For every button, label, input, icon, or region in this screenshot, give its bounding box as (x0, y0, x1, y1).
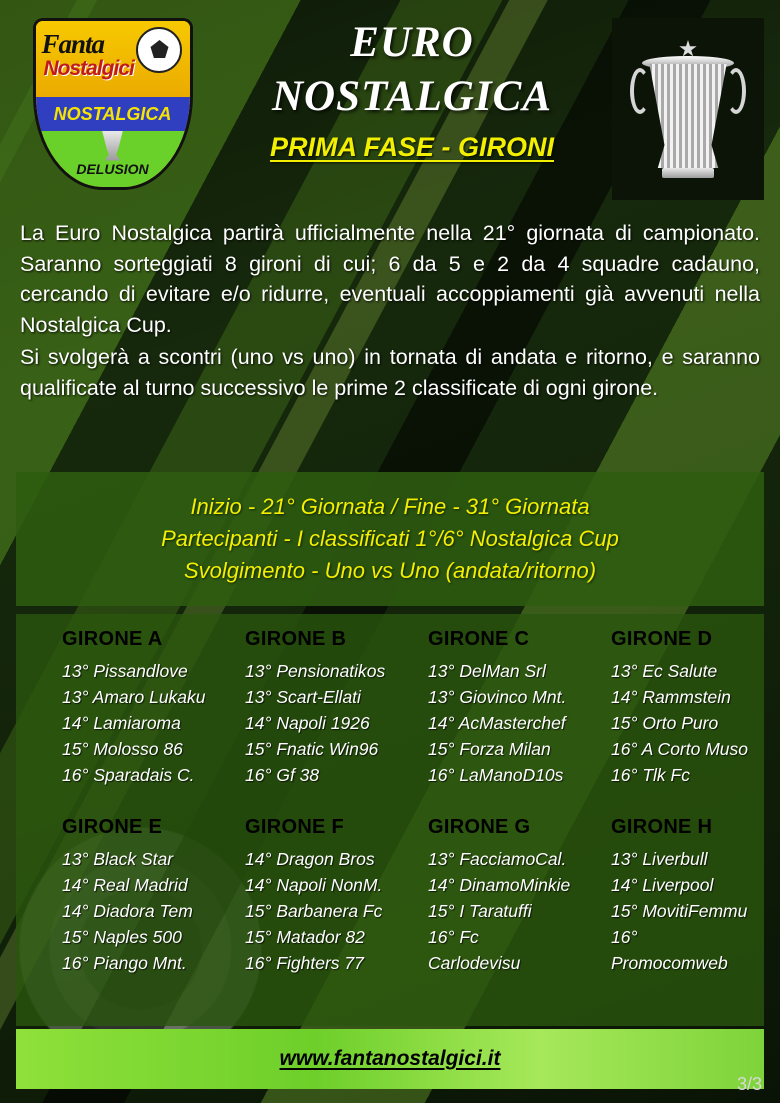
team-item: 15° MovitiFemmu (611, 901, 748, 922)
team-item: 15° Fnatic Win96 (245, 738, 379, 759)
intro-paragraph-1: La Euro Nostalgica partirà ufficialmente nella 21° giornata di campionato. Saranno sorteggiati 8 gironi di cui; 6 da 5 e 2 da 4 squadre cadauno, cercando di evitare e/o ridurre, eventuali accoppiamenti già avvenuti nella Nostalgica Cup. (20, 221, 760, 337)
team-item: 16° Sparadais C. (62, 764, 195, 785)
team-item: 14° Dragon Bros (245, 849, 375, 870)
team-item: 15° Matador 82 (245, 927, 365, 948)
team-item: 14° Napoli 1926 (245, 712, 370, 733)
title-line-1: EURO (350, 19, 474, 66)
team-item: 13° Ec Salute (611, 661, 718, 681)
team-item: 13° Pissandlove (62, 661, 188, 681)
team-item: 16° Gf 38 (245, 764, 320, 785)
team-item: 14° Real Madrid (62, 875, 188, 896)
intro-text (16, 212, 764, 403)
team-item: 15° Barbanera Fc (245, 901, 383, 922)
trophy-handle-right (726, 68, 746, 114)
intro-paragraph-2: Si svolgerà a scontri (uno vs uno) in tornata di andata e ritorno, e saranno qualificate al turno successivo le prime 2 classificate di ogni girone. (20, 345, 760, 400)
team-item: 16° A Corto Muso (611, 738, 749, 759)
group-title: GIRONE A (62, 628, 163, 650)
group-title: GIRONE D (611, 628, 713, 650)
groups-row-top (24, 628, 756, 788)
poster-header (16, 14, 764, 202)
team-item: 16° Piango Mnt. (62, 953, 187, 974)
footer-bar (16, 1029, 764, 1089)
subtitle: PRIMA FASE - GIRONI (269, 131, 554, 162)
info-line-format: Svolgimento - Uno vs Uno (andata/ritorno) (183, 558, 597, 583)
team-item: 13° FacciamoCal. (428, 849, 567, 870)
group-title: GIRONE H (611, 816, 713, 839)
website-link[interactable]: www.fantanostalgici.it (279, 1047, 501, 1070)
trophy-handle-left (630, 68, 650, 114)
team-item: 13° Scart-Ellati (245, 686, 361, 707)
team-item: 14° Lamiaroma (62, 712, 181, 733)
group-c (390, 628, 573, 788)
trophy-cup (646, 64, 730, 168)
title-line-2: NOSTALGICA (271, 72, 552, 120)
team-item: 16° Fc Carlodevisu (428, 927, 521, 974)
team-item: 16° LaManoD10s (428, 764, 564, 785)
info-line-participants: Partecipanti - I classificati 1°/6° Nostalgica Cup (161, 526, 619, 551)
info-line-start-end: Inizio - 21° Giornata / Fine - 31° Giornata (190, 494, 590, 519)
team-item: 13° Black Star (62, 849, 174, 870)
group-a (24, 628, 207, 788)
groups-panel (16, 614, 764, 1026)
logo-line1: Fanta (41, 29, 105, 59)
conference-league-trophy-icon (640, 34, 736, 184)
soccer-ball-icon (136, 27, 182, 73)
team-item: 13° Pensionatikos (245, 661, 386, 681)
group-b (207, 628, 390, 788)
trophy-base (662, 168, 714, 178)
group-title: GIRONE C (428, 628, 530, 650)
team-item: 14° Rammstein (611, 686, 731, 707)
group-d (573, 628, 756, 788)
group-g (390, 816, 573, 976)
team-item: 13° Giovinco Mnt. (428, 686, 567, 707)
team-item: 14° Diadora Tem (62, 901, 193, 922)
logo-line2: Nostalgici (43, 57, 134, 80)
team-item: 15° Orto Puro (611, 712, 719, 733)
team-item: 15° Forza Milan (428, 738, 551, 759)
team-item: 15° I Taratuffi (428, 901, 532, 922)
group-title: GIRONE F (245, 816, 345, 839)
title-block (212, 16, 612, 163)
team-item: 15° Naples 500 (62, 927, 182, 948)
team-item: 16° Fighters 77 (245, 953, 364, 974)
team-item: 14° DinamoMinkie (428, 875, 571, 896)
team-item: 14° AcMasterchef (428, 712, 566, 733)
group-title: GIRONE G (428, 816, 531, 839)
group-f (207, 816, 390, 976)
groups-row-bottom (24, 816, 756, 976)
group-title: GIRONE E (62, 816, 163, 839)
team-item: 15° Molosso 86 (62, 738, 183, 759)
trophy-panel (612, 18, 764, 200)
team-item: 13° Liverbull (611, 849, 708, 870)
team-item: 13° DelMan Srl (428, 661, 546, 681)
group-e (24, 816, 207, 976)
team-item: 13° Amaro Lukaku (62, 686, 206, 707)
brand-logo (20, 14, 205, 199)
team-item: 16° Promocomweb (611, 927, 728, 974)
logo-line4: DELUSION (76, 161, 149, 177)
page-number: 3/3 (736, 1074, 762, 1094)
group-h (573, 816, 756, 976)
info-panel (16, 472, 764, 606)
group-title: GIRONE B (245, 628, 347, 650)
crest-shield-icon (33, 18, 193, 190)
team-item: 14° Liverpool (611, 875, 714, 896)
logo-line3: NOSTALGICA (53, 104, 172, 124)
team-item: 14° Napoli NonM. (245, 875, 383, 896)
team-item: 16° Tlk Fc (611, 764, 690, 785)
